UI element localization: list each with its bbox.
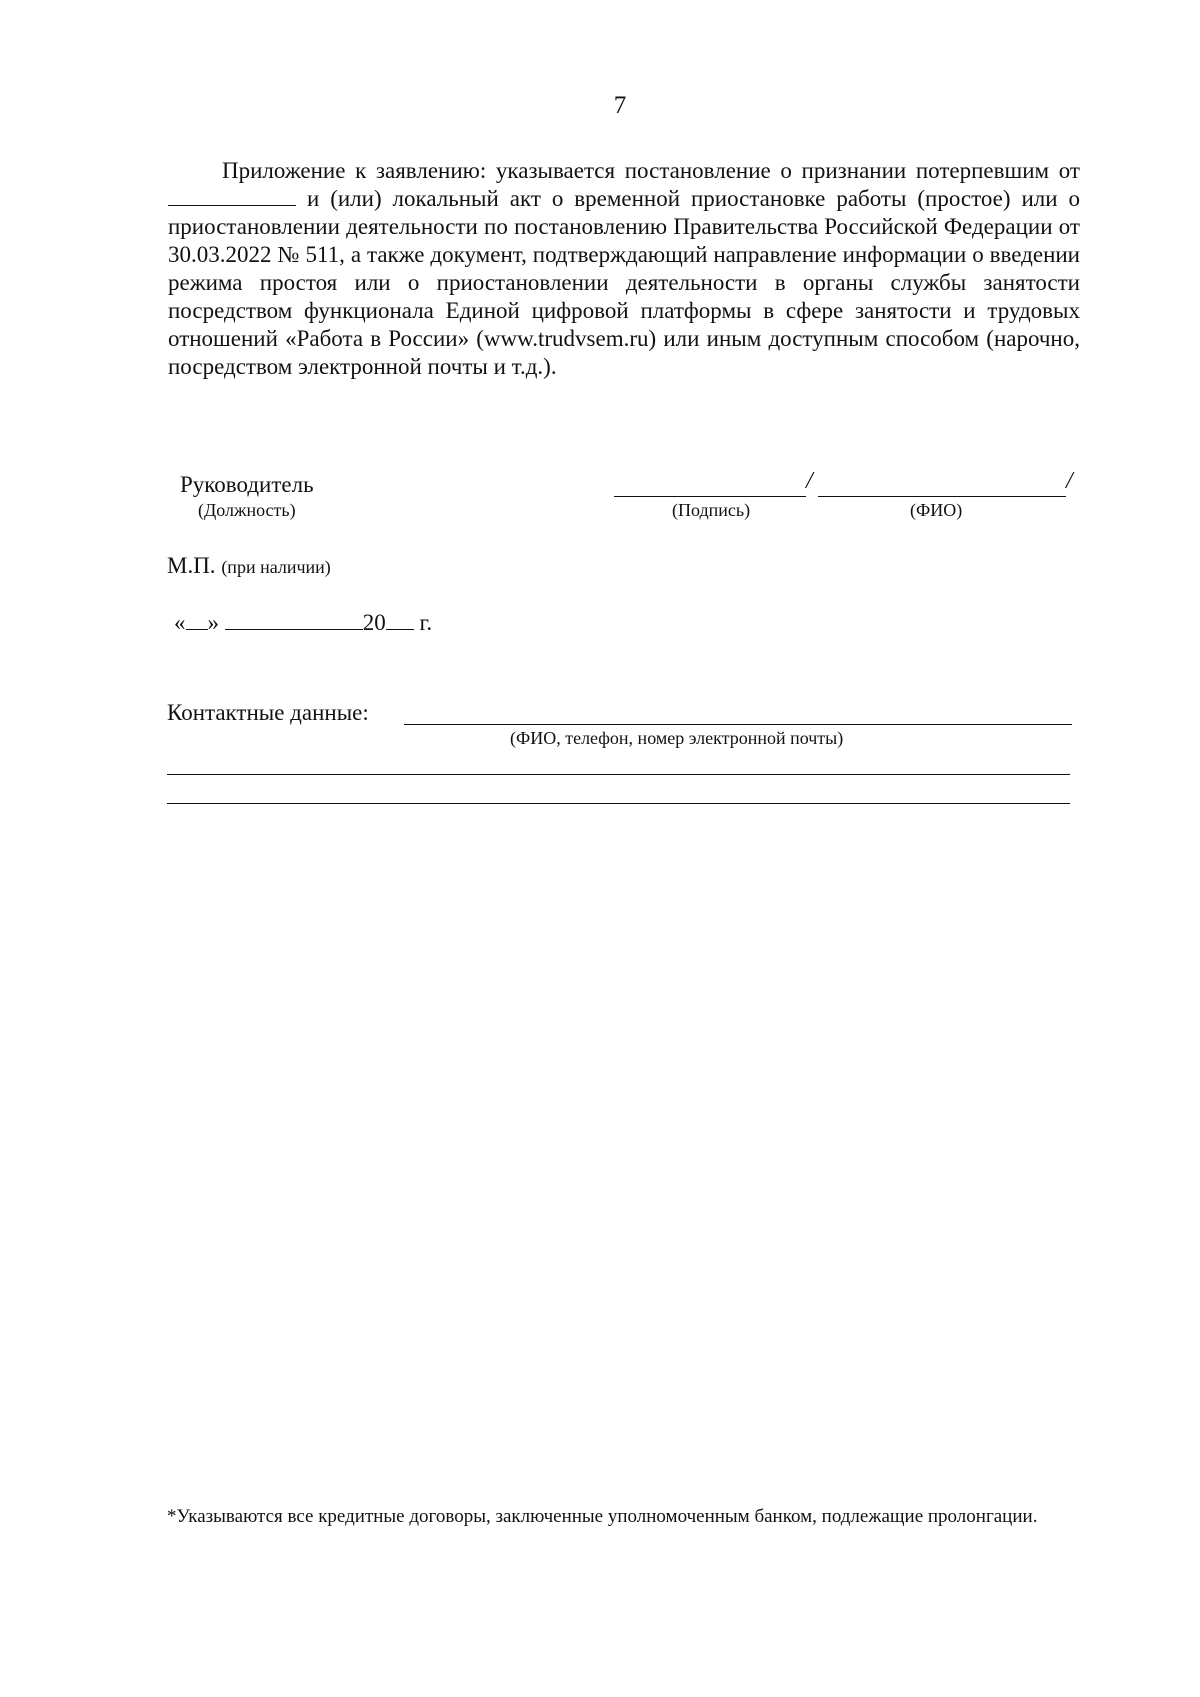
contacts-label: Контактные данные: (167, 700, 369, 725)
contacts-line (404, 724, 1072, 725)
appendix-label: Приложение к заявлению: (222, 158, 487, 183)
page-number: 7 (613, 92, 627, 119)
signature-line (614, 496, 806, 497)
signature-slash: / (806, 468, 813, 494)
signature-caption: (Подпись) (672, 500, 751, 520)
date-open-quote: « (174, 610, 186, 635)
signer-role: Руководитель (180, 472, 314, 497)
name-caption: (ФИО) (910, 500, 963, 520)
contacts-caption: (ФИО, телефон, номер электронной почты) (510, 728, 844, 748)
stamp-mark: М.П. (167, 553, 216, 578)
stamp-label (167, 553, 331, 579)
position-caption: (Должность) (198, 500, 296, 520)
contacts-line-2 (167, 774, 1070, 775)
date-row (174, 610, 432, 636)
appendix-paragraph (168, 157, 1080, 381)
month-blank (225, 611, 363, 630)
contacts-line-3 (167, 803, 1070, 804)
footnote: *Указываются все кредитные договоры, заключенные уполномоченным банком, подлежащие пролонгации. (167, 1506, 1038, 1527)
appendix-text-start: указывается постановление о признании потерпевшим от (486, 158, 1080, 183)
year-prefix: 20 (362, 610, 386, 635)
year-suffix: г. (419, 610, 433, 635)
date-close-quote: » (207, 610, 219, 635)
date-blank (168, 187, 296, 206)
appendix-text-rest: и (или) локальный акт о временной приостановке работы (простое) или о приостановлении деятельности по постановлению Правительства Российской Федерации от 30.03.2022 № 511, а также документ, подтверждающий направление информации о введении режима простоя или о приостановлении деятельности в органы службы занятости посредством функционала Единой цифровой платформы в сфере занятости и трудовых отношений «Работа в России» (www.trudvsem.ru) или иным доступным способом (нарочно, посредством электронной почты и т.д.). (168, 186, 1080, 379)
stamp-note: (при наличии) (221, 557, 331, 577)
name-line (818, 496, 1066, 497)
day-blank (186, 611, 208, 630)
year-blank (386, 611, 414, 630)
name-slash: / (1066, 468, 1073, 494)
